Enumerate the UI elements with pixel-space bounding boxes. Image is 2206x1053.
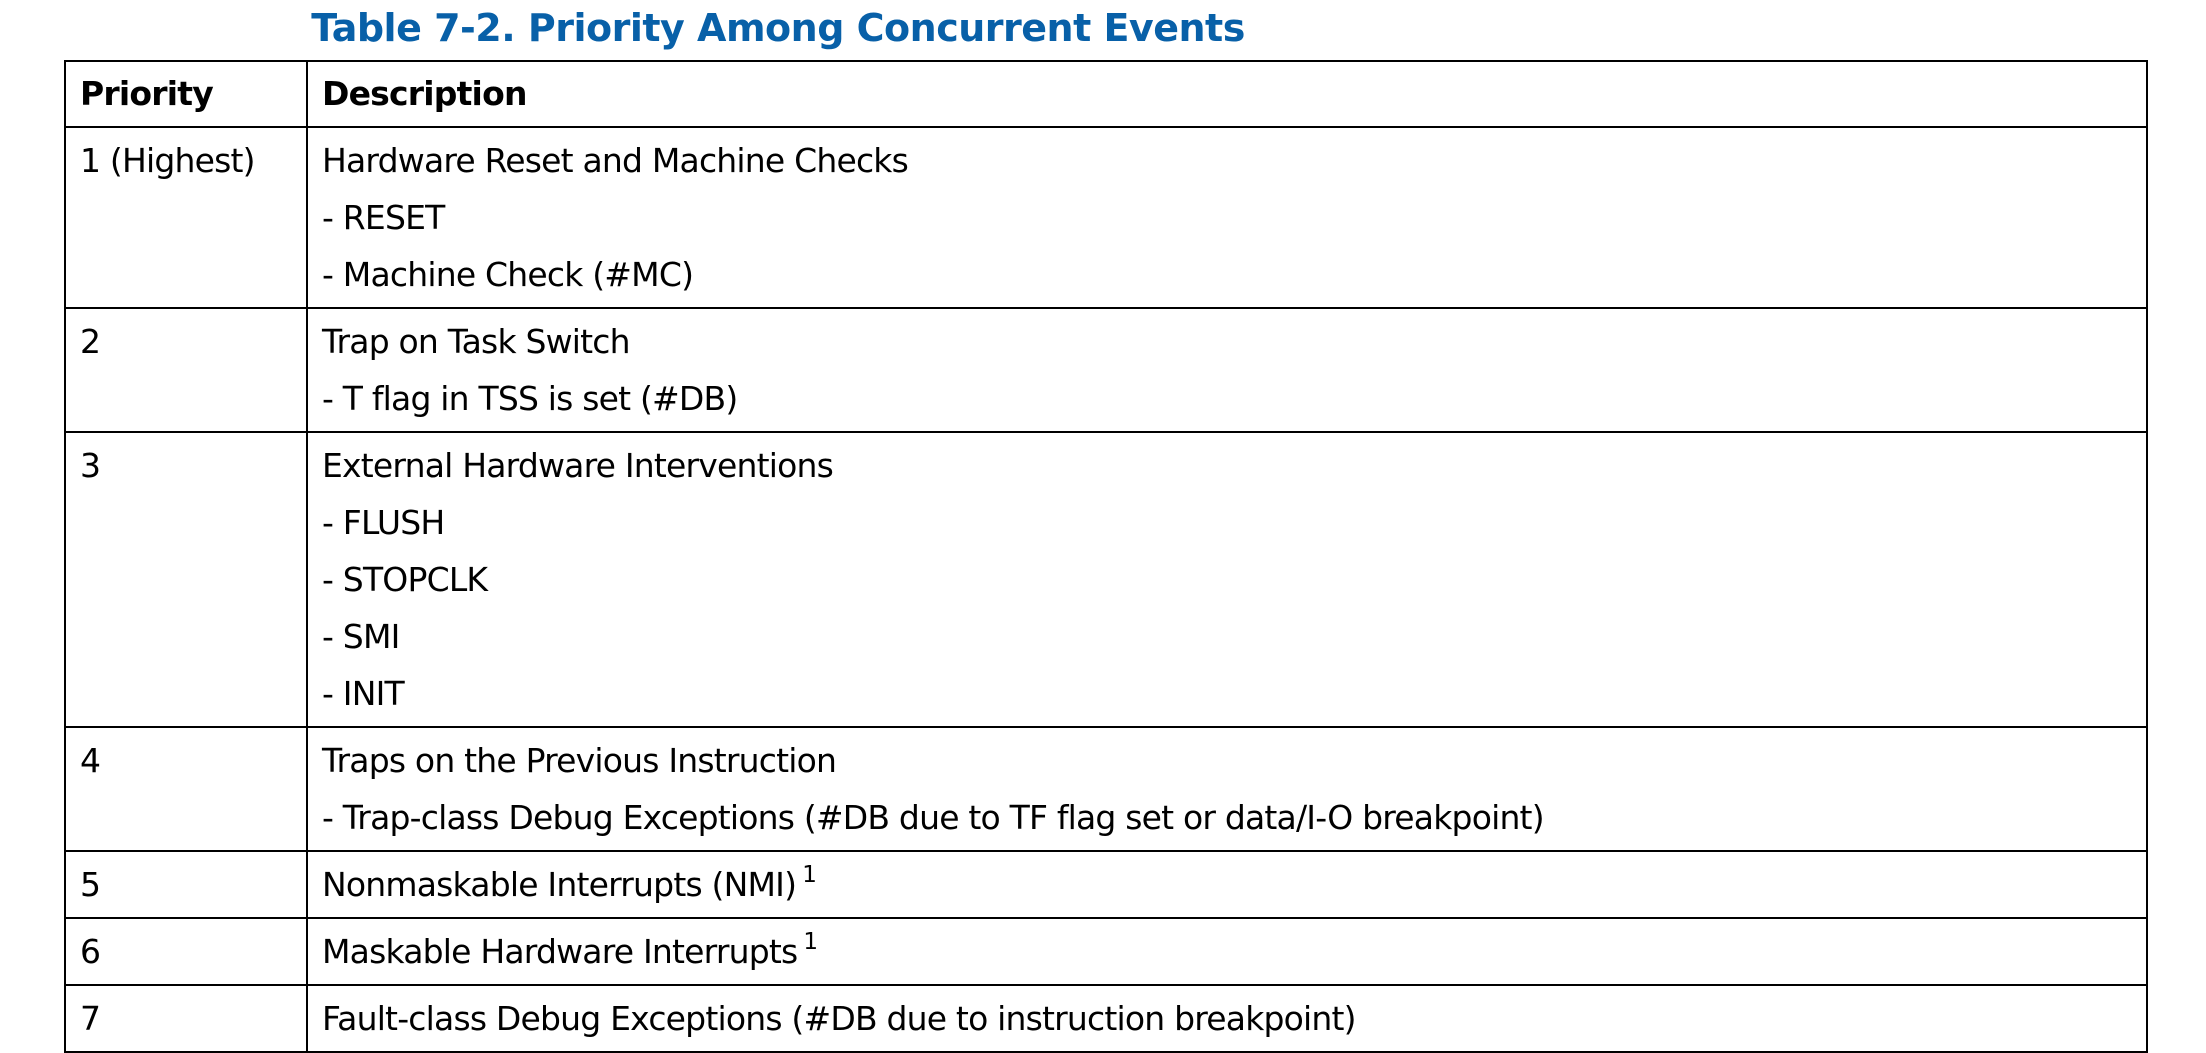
description-line xyxy=(322,923,2132,980)
description-line: - INIT xyxy=(322,674,404,713)
table-caption: Table 7-2. Priority Among Concurrent Events xyxy=(311,6,1245,50)
description-cell xyxy=(307,127,2147,308)
priority-table xyxy=(64,60,2148,1053)
column-header-description: Description xyxy=(307,61,2147,127)
description-line: External Hardware Interventions xyxy=(322,446,834,485)
table-row xyxy=(65,851,2147,918)
priority-cell: 1 (Highest) xyxy=(65,127,307,308)
description-line: - SMI xyxy=(322,617,400,656)
priority-cell: 6 xyxy=(65,918,307,985)
priority-cell: 3 xyxy=(65,432,307,727)
table-row xyxy=(65,432,2147,727)
priority-cell: 4 xyxy=(65,727,307,851)
table-row xyxy=(65,727,2147,851)
table-row xyxy=(65,127,2147,308)
description-line: Fault-class Debug Exceptions (#DB due to instruction breakpoint) xyxy=(322,999,1356,1038)
description-cell xyxy=(307,851,2147,918)
description-text: Maskable Hardware Interrupts xyxy=(322,932,798,971)
description-line: Hardware Reset and Machine Checks xyxy=(322,141,909,180)
description-line: - FLUSH xyxy=(322,503,445,542)
description-cell xyxy=(307,727,2147,851)
table-row xyxy=(65,308,2147,432)
column-header-priority: Priority xyxy=(65,61,307,127)
priority-cell: 5 xyxy=(65,851,307,918)
description-line: Trap on Task Switch xyxy=(322,322,630,361)
description-line: - STOPCLK xyxy=(322,560,488,599)
description-line: - T flag in TSS is set (#DB) xyxy=(322,379,738,418)
description-line: - Machine Check (#MC) xyxy=(322,255,694,294)
footnote-marker: 1 xyxy=(802,862,817,888)
priority-cell: 7 xyxy=(65,985,307,1052)
priority-cell: 2 xyxy=(65,308,307,432)
description-text: Nonmaskable Interrupts (NMI) xyxy=(322,865,797,904)
footnote-marker: 1 xyxy=(803,929,818,955)
table-row xyxy=(65,918,2147,985)
description-cell xyxy=(307,918,2147,985)
description-cell xyxy=(307,308,2147,432)
description-line: - RESET xyxy=(322,198,445,237)
table-header-row xyxy=(65,61,2147,127)
description-cell xyxy=(307,432,2147,727)
description-line: Traps on the Previous Instruction xyxy=(322,741,837,780)
description-line xyxy=(322,856,2132,913)
description-line: - Trap-class Debug Exceptions (#DB due to TF flag set or data/I-O breakpoint) xyxy=(322,798,1544,837)
